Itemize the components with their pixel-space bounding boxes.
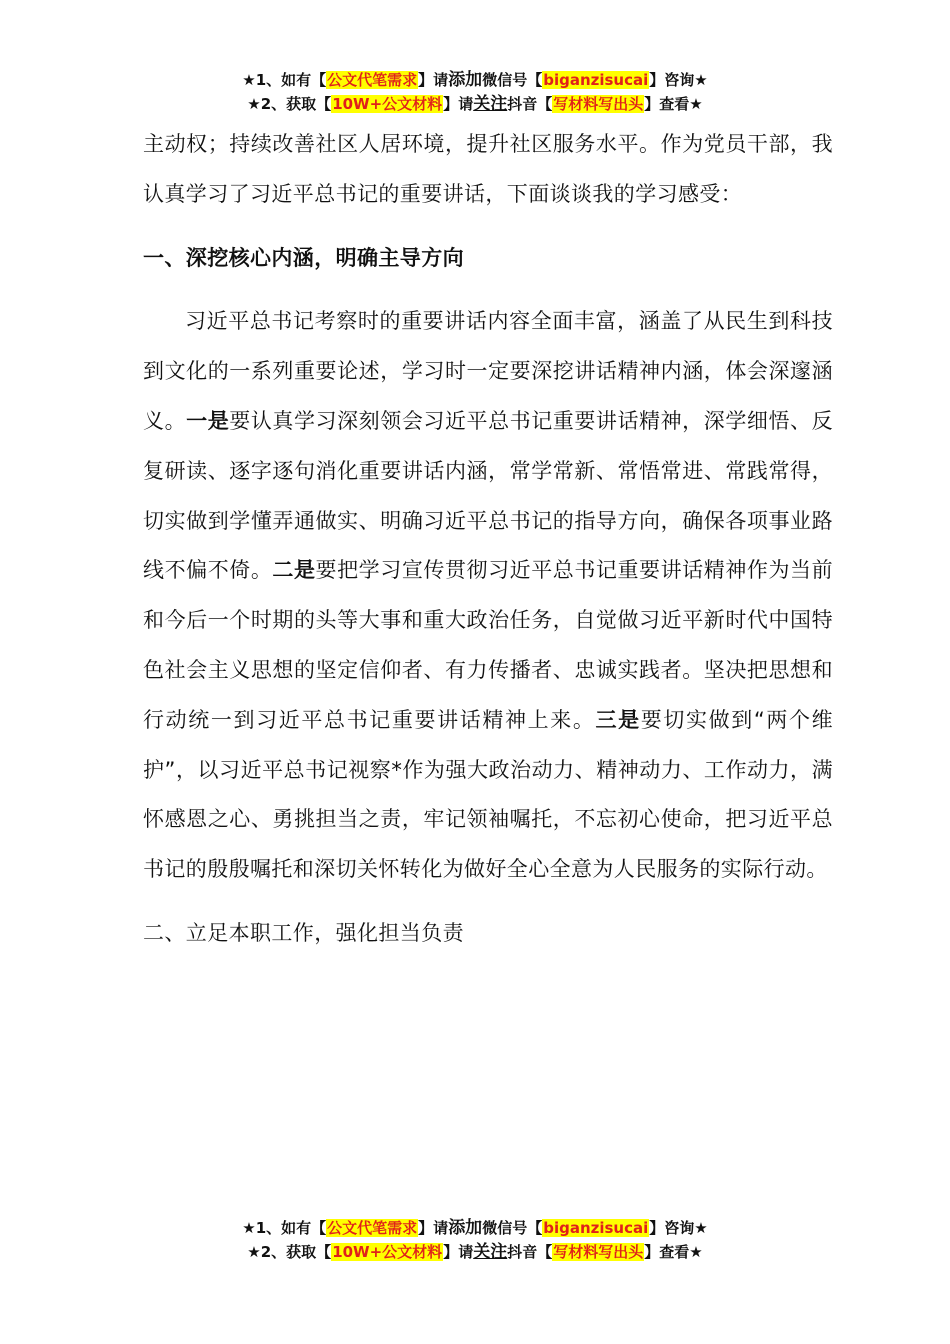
- banner-text: ★1、如有【: [242, 71, 327, 89]
- banner-text: 】查看★: [644, 95, 703, 113]
- banner-line-2: [0, 1240, 950, 1264]
- banner-text: 抖音【: [507, 1243, 553, 1261]
- paragraph-text: 要把学习宣传贯彻习近平总书记重要讲话精神作为当前和今后一个时期的头等大事和重大政治任务，自觉做习近平新时代中国特色社会主义思想的坚定信仰者、有力传播者、忠诚实践者。坚决把思想和行动统一到习近平总书记重要讲话精神上来。: [143, 558, 833, 732]
- banner-text: 】请: [418, 1219, 449, 1237]
- banner-emphasis: 关注: [473, 94, 508, 114]
- banner-text: 】请: [443, 1243, 474, 1261]
- banner-line-2: [0, 92, 950, 116]
- document-body: [143, 120, 833, 959]
- keyword-first: 一是: [186, 408, 230, 433]
- body-paragraph: [143, 297, 833, 895]
- banner-emphasis: 关注: [473, 1242, 508, 1262]
- paragraph-text: 要认真学习深刻领会习近平总书记重要讲话精神，深学细悟、反复研读、逐字逐句消化重要讲话内涵，常学常新、常悟常进、常践常得，切实做到学懂弄通做实、明确习近平总书记的指导方向，确保各项事业路线不偏不倚。: [143, 408, 833, 583]
- banner-highlight-materials: 10W+公文材料: [332, 1243, 443, 1261]
- banner-text: ★1、如有【: [242, 1219, 327, 1237]
- intro-paragraph: 主动权；持续改善社区人居环境，提升社区服务水平。作为党员干部，我认真学习了习近平总书记的重要讲话，下面谈谈我的学习感受：: [143, 132, 833, 206]
- banner-emphasis: 添加: [448, 70, 483, 90]
- keyword-second: 二是: [272, 558, 316, 583]
- banner-text: 抖音【: [507, 95, 553, 113]
- banner-text: 】查看★: [644, 1243, 703, 1261]
- banner-line-1: [0, 68, 950, 92]
- banner-text: 】请: [443, 95, 474, 113]
- banner-text: 】请: [418, 71, 449, 89]
- banner-text: 】咨询★: [649, 71, 708, 89]
- banner-text: ★2、获取【: [247, 95, 332, 113]
- banner-text: 】咨询★: [649, 1219, 708, 1237]
- footer-banner: [0, 1216, 950, 1264]
- banner-highlight-wechat: biganzisucai: [543, 1219, 649, 1237]
- banner-highlight-douyin: 写材料写出头: [553, 1243, 644, 1261]
- banner-highlight-service: 公文代笔需求: [327, 71, 418, 89]
- paragraph-text: 习近平总书记考察时的重要讲话内容全面丰富，涵盖了从民生到科技到文化的一系列重要论述，学习时一定要深挖讲话精神内涵，体会深邃涵义。: [143, 309, 833, 433]
- header-banner: [0, 68, 950, 116]
- banner-emphasis: 添加: [448, 1218, 483, 1238]
- keyword-third: 三是: [595, 707, 641, 732]
- banner-highlight-douyin: 写材料写出头: [553, 95, 644, 113]
- banner-text: ★2、获取【: [247, 1243, 332, 1261]
- banner-highlight-materials: 10W+公文材料: [332, 95, 443, 113]
- banner-line-1: [0, 1216, 950, 1240]
- banner-highlight-service: 公文代笔需求: [327, 1219, 418, 1237]
- section-heading-2: 二、立足本职工作，强化担当负责: [143, 920, 464, 945]
- banner-text: 微信号【: [482, 71, 543, 89]
- banner-highlight-wechat: biganzisucai: [543, 71, 649, 89]
- banner-text: 微信号【: [482, 1219, 543, 1237]
- paragraph-text: 要切实做到“两个维护”，以习近平总书记视察*作为强大政治动力、精神动力、工作动力，满怀感恩之心、勇挑担当之责，牢记领袖嘱托，不忘初心使命，把习近平总书记的殷殷嘱托和深切关怀转化为做好全心全意为人民服务的实际行动。: [143, 707, 833, 882]
- section-heading-1: 一、深挖核心内涵，明确主导方向: [143, 245, 464, 270]
